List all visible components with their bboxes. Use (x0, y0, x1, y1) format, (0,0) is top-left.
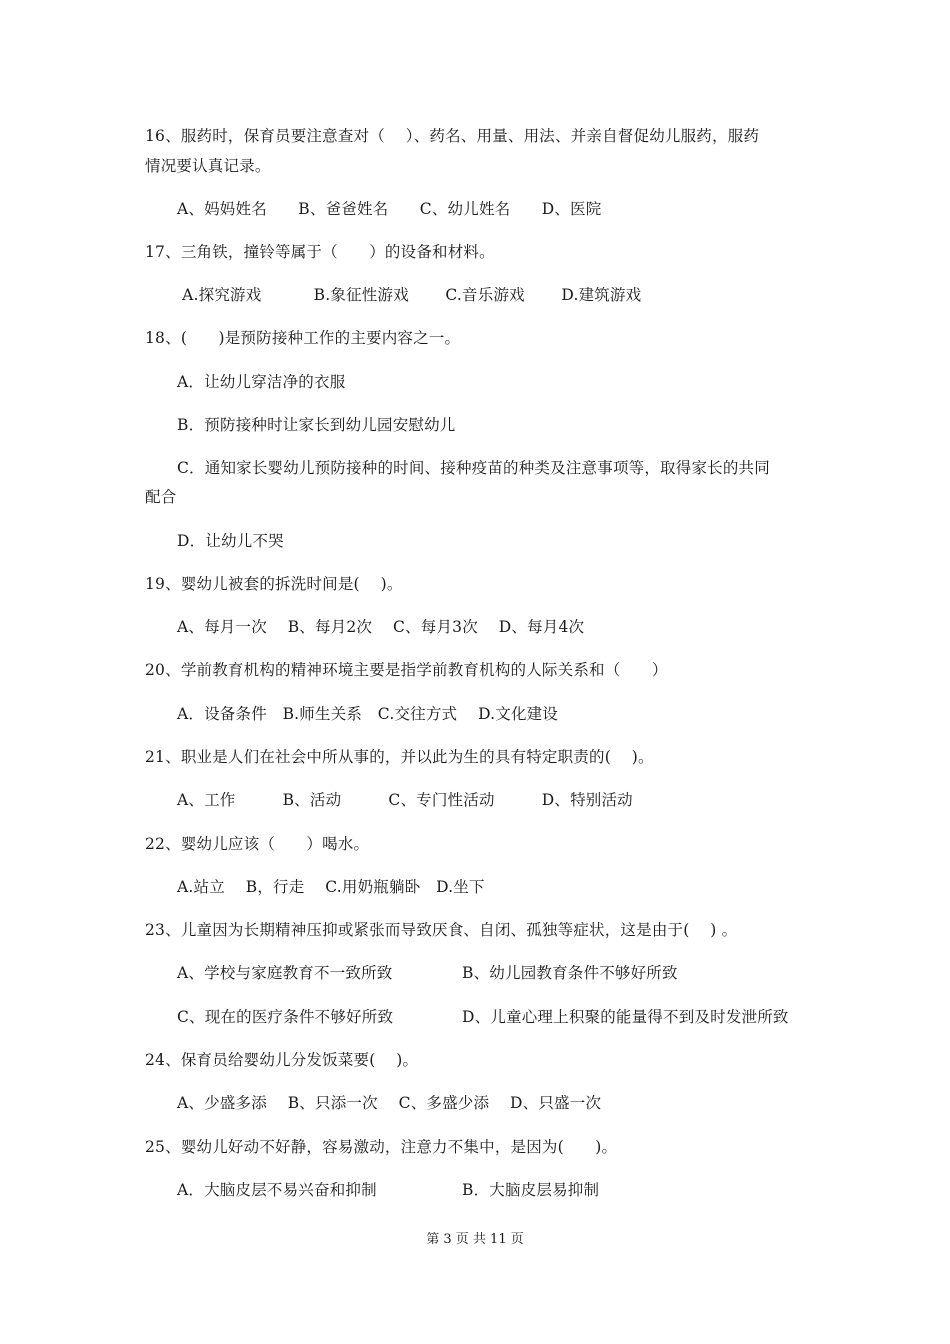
question-18-option-d: D．让幼儿不哭 (177, 532, 284, 550)
question-18-option-c: C．通知家长婴幼儿预防接种的时间、接种疫苗的种类及注意事项等，取得家长的共同 (177, 459, 770, 477)
question-24-stem: 24、保育员给婴幼儿分发饭菜要( )。 (145, 1051, 419, 1069)
question-22-stem: 22、婴幼儿应该（ ）喝水。 (145, 835, 370, 853)
question-25-stem: 25、婴幼儿好动不好静，容易激动，注意力不集中，是因为( )。 (145, 1138, 618, 1156)
question-16-options: A、妈妈姓名 B、爸爸姓名 C、幼儿姓名 D、医院 (177, 200, 602, 218)
question-25-option-a: A．大脑皮层不易兴奋和抑制 (177, 1181, 377, 1199)
question-18-option-a: A．让幼儿穿洁净的衣服 (177, 373, 346, 391)
question-16-stem: 16、服药时，保育员要注意查对（ ）、药名、用量、用法、并亲自督促幼儿服药，服药 (145, 127, 760, 145)
question-25-option-b: B．大脑皮层易抑制 (462, 1181, 600, 1199)
question-23-option-b: B、幼儿园教育条件不够好所致 (462, 964, 678, 982)
question-21-stem: 21、职业是人们在社会中所从事的，并以此为生的具有特定职责的( )。 (145, 748, 654, 766)
page-number-footer: 第 3 页 共 11 页 (426, 1232, 524, 1247)
question-18-option-b: B．预防接种时让家长到幼儿园安慰幼儿 (177, 416, 456, 434)
question-18-stem: 18、( )是预防接种工作的主要内容之一。 (145, 329, 461, 347)
question-17-stem: 17、三角铁，撞铃等属于（ ）的设备和材料。 (145, 243, 495, 261)
question-20-options: A．设备条件 B.师生关系 C.交往方式 D.文化建设 (177, 705, 559, 723)
question-22-options: A.站立 B，行走 C.用奶瓶躺卧 D.坐下 (177, 878, 485, 896)
question-18-option-c-continued: 配合 (145, 488, 177, 506)
question-23-option-c: C、现在的医疗条件不够好所致 (177, 1008, 394, 1026)
question-17-options: A.探究游戏 B.象征性游戏 C.音乐游戏 D.建筑游戏 (177, 286, 642, 304)
question-23-stem: 23、儿童因为长期精神压抑或紧张而导致厌食、自闭、孤独等症状，这是由于( ) 。 (145, 921, 738, 939)
question-23-option-a: A、学校与家庭教育不一致所致 (177, 964, 393, 982)
question-21-options: A、工作 B、活动 C、专门性活动 D、特别活动 (177, 791, 633, 809)
question-16-stem-continued: 情况要认真记录。 (145, 157, 271, 175)
question-20-stem: 20、学前教育机构的精神环境主要是指学前教育机构的人际关系和（ ） (145, 661, 668, 679)
question-24-options: A、少盛多添 B、只添一次 C、多盛少添 D、只盛一次 (177, 1094, 602, 1112)
question-19-options: A、每月一次 B、每月2次 C、每月3次 D、每月4次 (177, 618, 585, 636)
question-19-stem: 19、婴幼儿被套的拆洗时间是( )。 (145, 575, 403, 593)
question-23-option-d: D、儿童心理上积聚的能量得不到及时发泄所致 (462, 1008, 789, 1026)
